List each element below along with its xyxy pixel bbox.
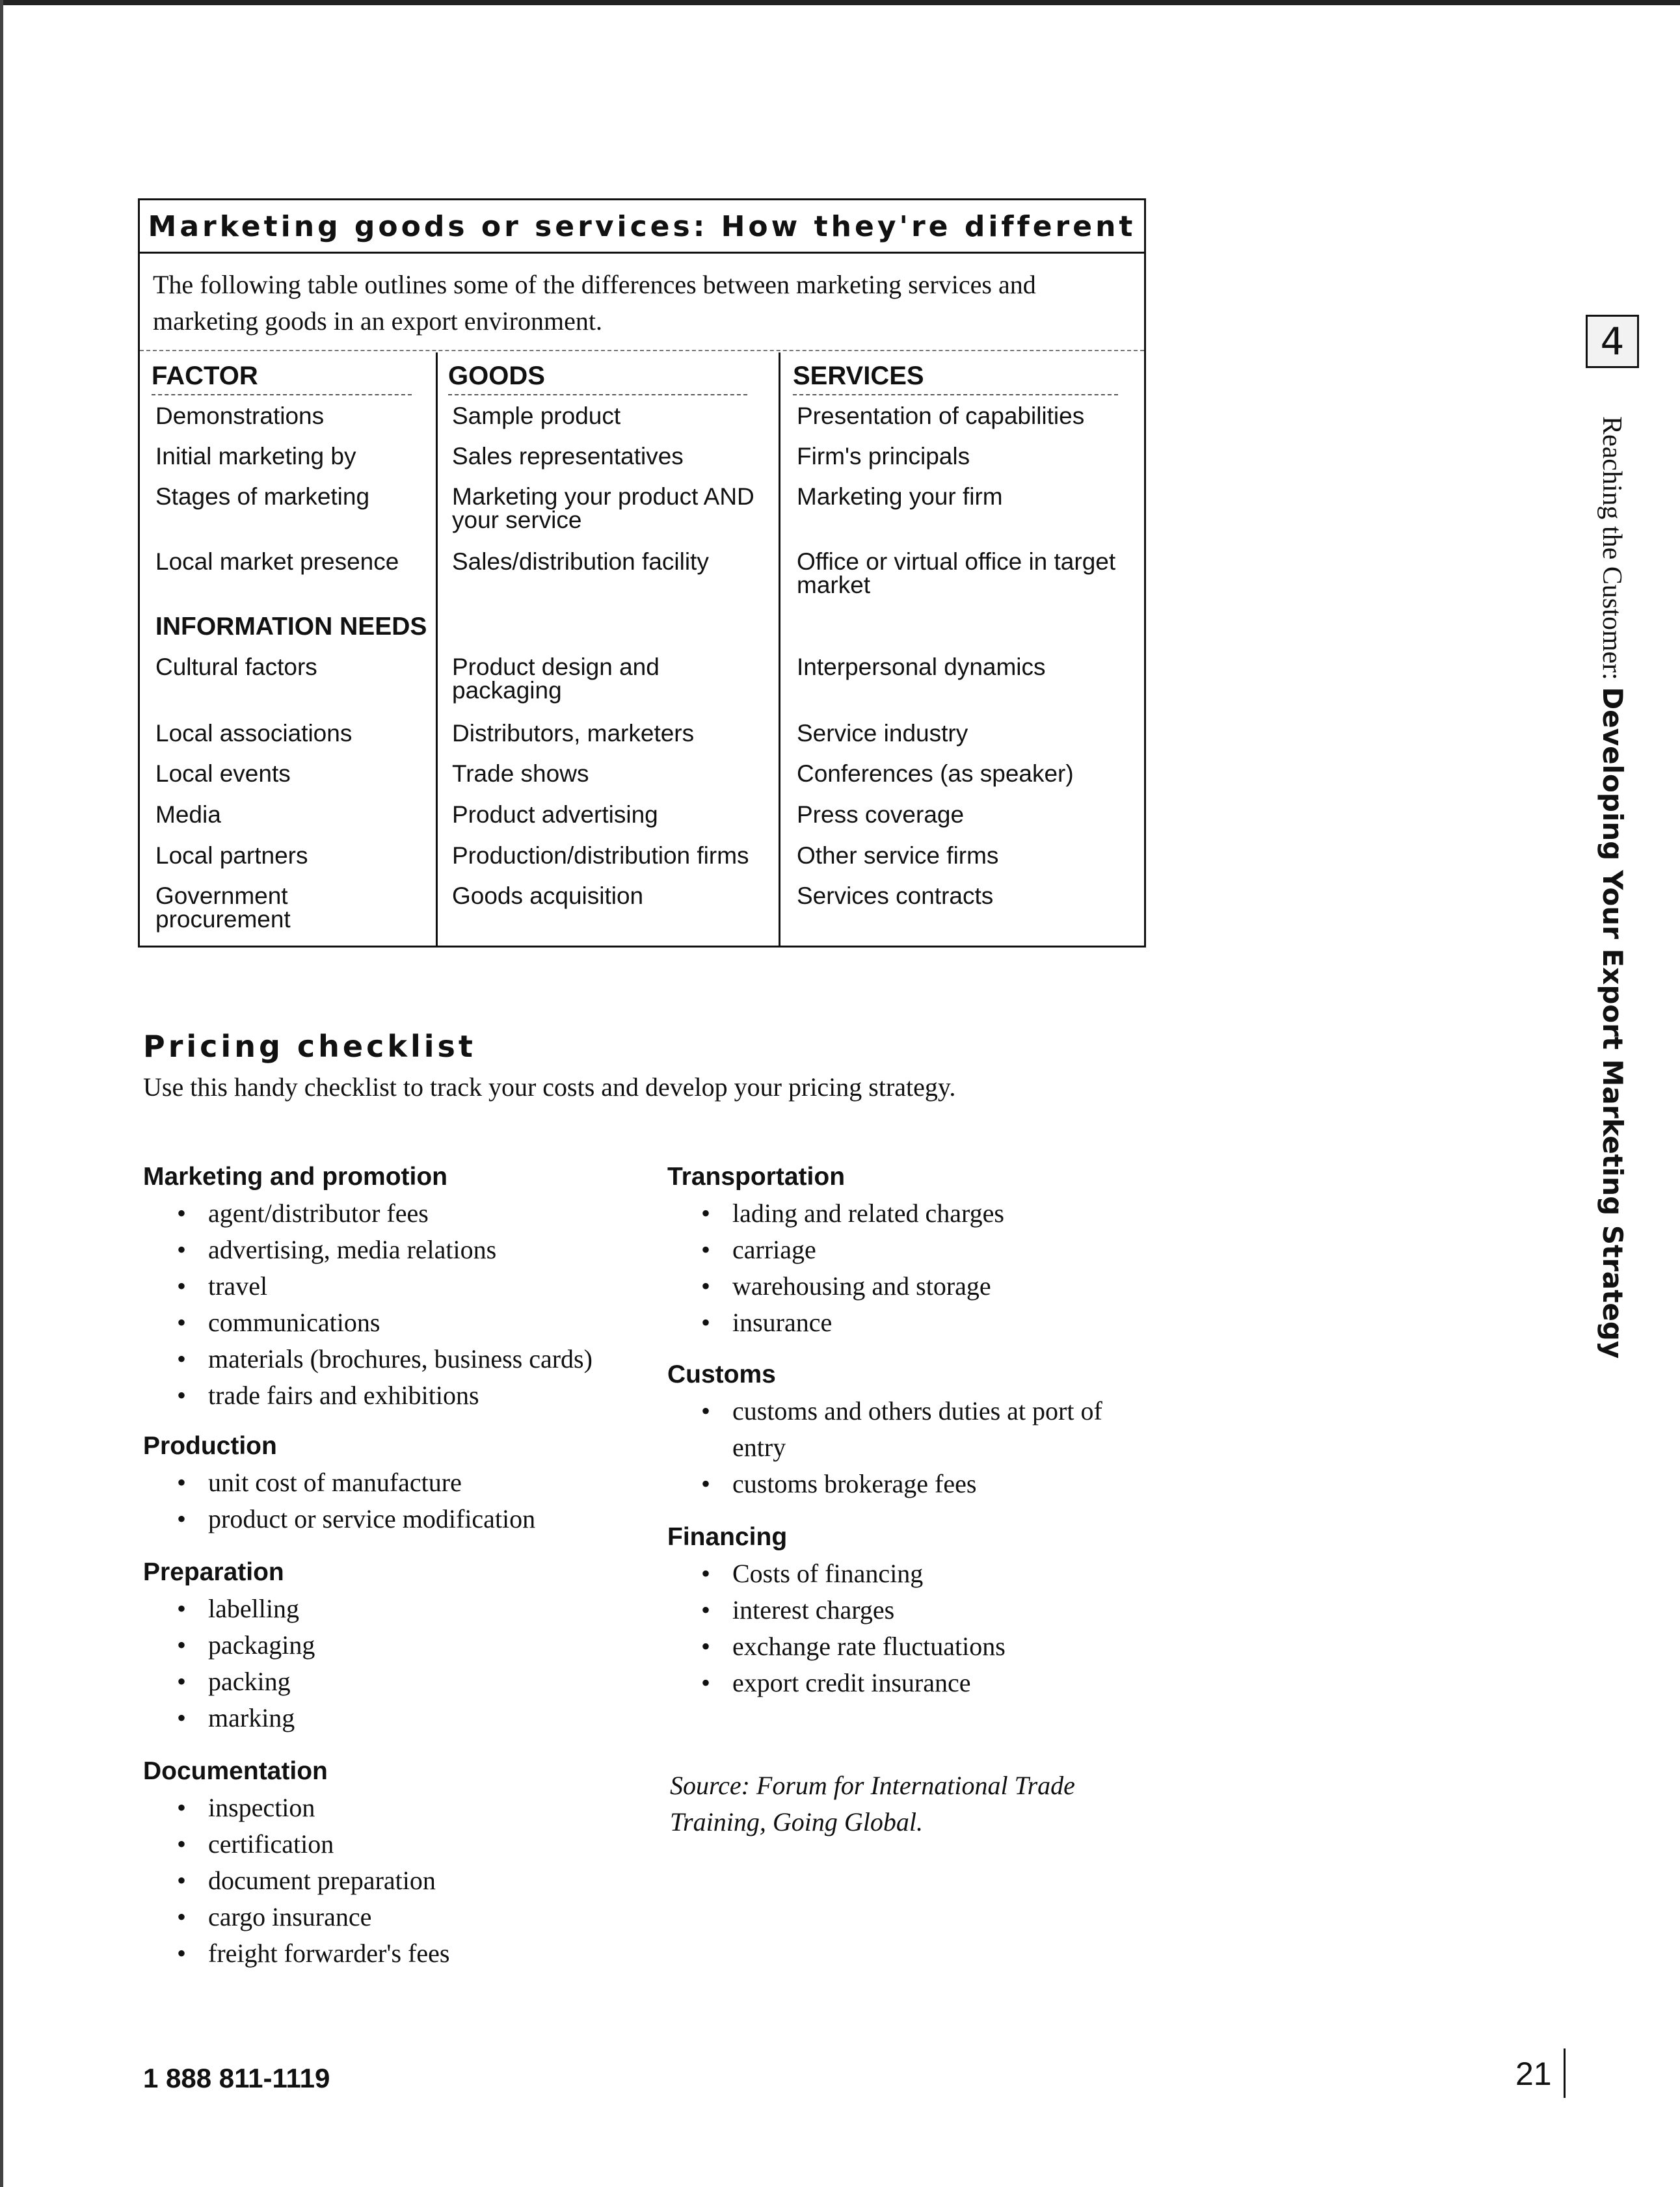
checklist-item-text: materials (brochures, business cards) — [208, 1344, 593, 1373]
checklist-item — [177, 1341, 624, 1377]
column-divider — [436, 352, 438, 946]
table-cell: Press coverage — [797, 801, 965, 828]
checklist-items — [143, 1465, 624, 1537]
bullet-icon: • — [177, 1468, 187, 1497]
checklist-item — [177, 1465, 624, 1501]
bullet-icon: • — [701, 1396, 711, 1425]
checklist-item — [177, 1591, 624, 1627]
checklist-group-heading: Customs — [667, 1360, 776, 1388]
bullet-icon: • — [177, 1703, 187, 1732]
checklist-item-text: trade fairs and exhibitions — [208, 1381, 479, 1410]
table-cell: Local market presence — [155, 548, 399, 575]
table-title: Marketing goods or services: How they're different — [140, 200, 1144, 254]
section-light-text: Reaching the Customer: — [1597, 416, 1627, 687]
table-cell: Sales/distribution facility — [452, 548, 709, 575]
checklist-group — [667, 1357, 1149, 1502]
checklist-item — [177, 1268, 624, 1305]
table-subheading: INFORMATION NEEDS — [155, 613, 427, 641]
table-cell: Goods acquisition — [452, 882, 644, 909]
checklist-item-text: customs and others duties at port of entry — [732, 1396, 1102, 1462]
bullet-icon: • — [177, 1504, 187, 1533]
section-bold-text: Developing Your Export Marketing Strategy — [1597, 687, 1629, 1359]
checklist-item-text: agent/distributor fees — [208, 1199, 429, 1228]
checklist-item — [701, 1628, 1149, 1665]
checklist-item — [701, 1232, 1149, 1268]
pricing-checklist-title: Pricing checklist — [143, 1029, 476, 1064]
checklist-item — [701, 1466, 1149, 1502]
table-cell: Firm's principals — [797, 443, 970, 470]
table-cell: Trade shows — [452, 760, 589, 787]
page-edge-top — [0, 0, 1680, 5]
table-columns — [140, 352, 1144, 946]
bullet-icon: • — [701, 1668, 711, 1697]
column-divider — [779, 352, 780, 946]
bullet-icon: • — [701, 1559, 711, 1588]
bullet-icon: • — [177, 1308, 187, 1337]
checklist-group-heading: Transportation — [667, 1163, 846, 1191]
checklist-item-text: document preparation — [208, 1866, 436, 1895]
checklist-item — [701, 1665, 1149, 1701]
checklist-item-text: carriage — [732, 1235, 816, 1264]
checklist-item — [701, 1592, 1149, 1628]
checklist-item-text: export credit insurance — [732, 1668, 971, 1697]
checklist-item — [177, 1790, 624, 1826]
checklist-items — [667, 1556, 1149, 1701]
bullet-icon: • — [701, 1469, 711, 1498]
table-cell: Product design and packaging — [452, 654, 660, 704]
checklist-group-heading: Documentation — [143, 1757, 328, 1785]
checklist-item-text: inspection — [208, 1793, 315, 1822]
bullet-icon: • — [701, 1271, 711, 1301]
bullet-icon: • — [701, 1632, 711, 1661]
table-cell: Conferences (as speaker) — [797, 760, 1074, 787]
checklist-item — [701, 1268, 1149, 1305]
checklist-group-heading: Financing — [667, 1523, 788, 1551]
checklist-item — [177, 1305, 624, 1341]
bullet-icon: • — [177, 1594, 187, 1623]
checklist-item — [177, 1377, 624, 1414]
checklist-group — [667, 1159, 1149, 1341]
checklist-item — [701, 1393, 1149, 1466]
table-cell: Product advertising — [452, 801, 658, 828]
checklist-items — [143, 1591, 624, 1736]
table-cell: Production/distribution firms — [452, 842, 749, 869]
table-cell: Distributors, marketers — [452, 720, 695, 747]
bullet-icon: • — [701, 1235, 711, 1264]
checklist-item-text: marking — [208, 1703, 295, 1732]
table-cell: Demonstrations — [155, 403, 325, 429]
checklist-item — [701, 1556, 1149, 1592]
checklist-group — [143, 1159, 624, 1414]
page-edge-left — [0, 0, 3, 2187]
pricing-checklist-intro: Use this handy checklist to track your costs and develop your pricing strategy. — [143, 1072, 956, 1102]
running-section-title — [1596, 416, 1629, 1359]
chapter-tab: 4 — [1586, 315, 1639, 368]
table-cell: Cultural factors — [155, 654, 317, 680]
checklist-item — [177, 1501, 624, 1537]
bullet-icon: • — [177, 1630, 187, 1660]
checklist-item-text: advertising, media relations — [208, 1235, 497, 1264]
bullet-icon: • — [177, 1381, 187, 1410]
bullet-icon: • — [177, 1199, 187, 1228]
checklist-item-text: exchange rate fluctuations — [732, 1632, 1006, 1661]
checklist-group — [667, 1519, 1149, 1701]
checklist-item — [177, 1826, 624, 1862]
checklist-item-text: certification — [208, 1829, 334, 1859]
checklist-group — [143, 1753, 624, 1972]
bullet-icon: • — [701, 1308, 711, 1337]
page-number-rule — [1564, 2048, 1566, 2098]
bullet-icon: • — [177, 1271, 187, 1301]
checklist-item — [177, 1627, 624, 1663]
checklist-item-text: Costs of financing — [732, 1559, 924, 1588]
checklist-items — [143, 1790, 624, 1972]
bullet-icon: • — [177, 1793, 187, 1822]
page-number: 21 — [1515, 2056, 1552, 2092]
checklist-items — [667, 1393, 1149, 1502]
checklist-group-heading: Production — [143, 1432, 277, 1460]
checklist-item — [177, 1663, 624, 1700]
checklist-item — [177, 1935, 624, 1972]
checklist-item-text: customs brokerage fees — [732, 1469, 977, 1498]
checklist-item-text: travel — [208, 1271, 268, 1301]
checklist-item — [177, 1232, 624, 1268]
table-cell: Local events — [155, 760, 291, 787]
bullet-icon: • — [177, 1235, 187, 1264]
bullet-icon: • — [177, 1667, 187, 1696]
table-cell: Interpersonal dynamics — [797, 654, 1046, 680]
table-cell: Office or virtual office in target market — [797, 548, 1116, 598]
checklist-item-text: packing — [208, 1667, 291, 1696]
checklist-item — [701, 1195, 1149, 1232]
checklist-item — [177, 1862, 624, 1899]
checklist-item — [701, 1305, 1149, 1341]
table-cell: Media — [155, 801, 221, 828]
table-cell: Service industry — [797, 720, 968, 747]
checklist-group-heading: Marketing and promotion — [143, 1163, 447, 1191]
table-cell: Sample product — [452, 403, 621, 429]
table-cell: Local associations — [155, 720, 353, 747]
checklist-item-text: communications — [208, 1308, 380, 1337]
checklist-item-text: interest charges — [732, 1595, 895, 1624]
table-cell: Sales representatives — [452, 443, 684, 470]
source-note: Source: Forum for International Trade Training, Going Global. — [670, 1771, 1075, 1836]
checklist-item-text: lading and related charges — [732, 1199, 1004, 1228]
checklist-group-heading: Preparation — [143, 1558, 284, 1586]
bullet-icon: • — [177, 1902, 187, 1931]
comparison-table — [138, 198, 1146, 948]
table-cell: Presentation of capabilities — [797, 403, 1085, 429]
table-cell: Services contracts — [797, 882, 994, 909]
column-header-services: SERVICES — [793, 358, 1118, 395]
bullet-icon: • — [177, 1344, 187, 1373]
table-cell: Local partners — [155, 842, 308, 869]
checklist-item-text: unit cost of manufacture — [208, 1468, 462, 1497]
table-cell: Other service firms — [797, 842, 999, 869]
checklist-item — [177, 1195, 624, 1232]
table-cell: Marketing your product AND your service — [452, 483, 754, 533]
bullet-icon: • — [177, 1939, 187, 1968]
checklist-item-text: packaging — [208, 1630, 315, 1660]
bullet-icon: • — [701, 1199, 711, 1228]
checklist-item-text: labelling — [208, 1594, 299, 1623]
checklist-item-text: freight forwarder's fees — [208, 1939, 450, 1968]
checklist-items — [143, 1195, 624, 1414]
bullet-icon: • — [177, 1829, 187, 1859]
checklist-group — [143, 1428, 624, 1537]
table-cell: Government procurement — [155, 882, 291, 933]
column-header-factor: FACTOR — [152, 358, 412, 395]
checklist-item — [177, 1899, 624, 1935]
checklist-item-text: warehousing and storage — [732, 1271, 991, 1301]
checklist-group — [143, 1554, 624, 1736]
checklist-items — [667, 1195, 1149, 1341]
bullet-icon: • — [701, 1595, 711, 1624]
checklist-item — [177, 1700, 624, 1736]
table-cell: Stages of marketing — [155, 483, 370, 510]
table-cell: Initial marketing by — [155, 443, 356, 470]
footer-phone: 1 888 811-1119 — [143, 2063, 330, 2093]
checklist-item-text: cargo insurance — [208, 1902, 372, 1931]
table-cell: Marketing your firm — [797, 483, 1003, 510]
column-header-goods: GOODS — [448, 358, 747, 395]
checklist-item-text: insurance — [732, 1308, 833, 1337]
table-intro: The following table outlines some of the differences between marketing services and marketing goods in an export environment. — [140, 254, 1144, 351]
checklist-item-text: product or service modification — [208, 1504, 536, 1533]
bullet-icon: • — [177, 1866, 187, 1895]
